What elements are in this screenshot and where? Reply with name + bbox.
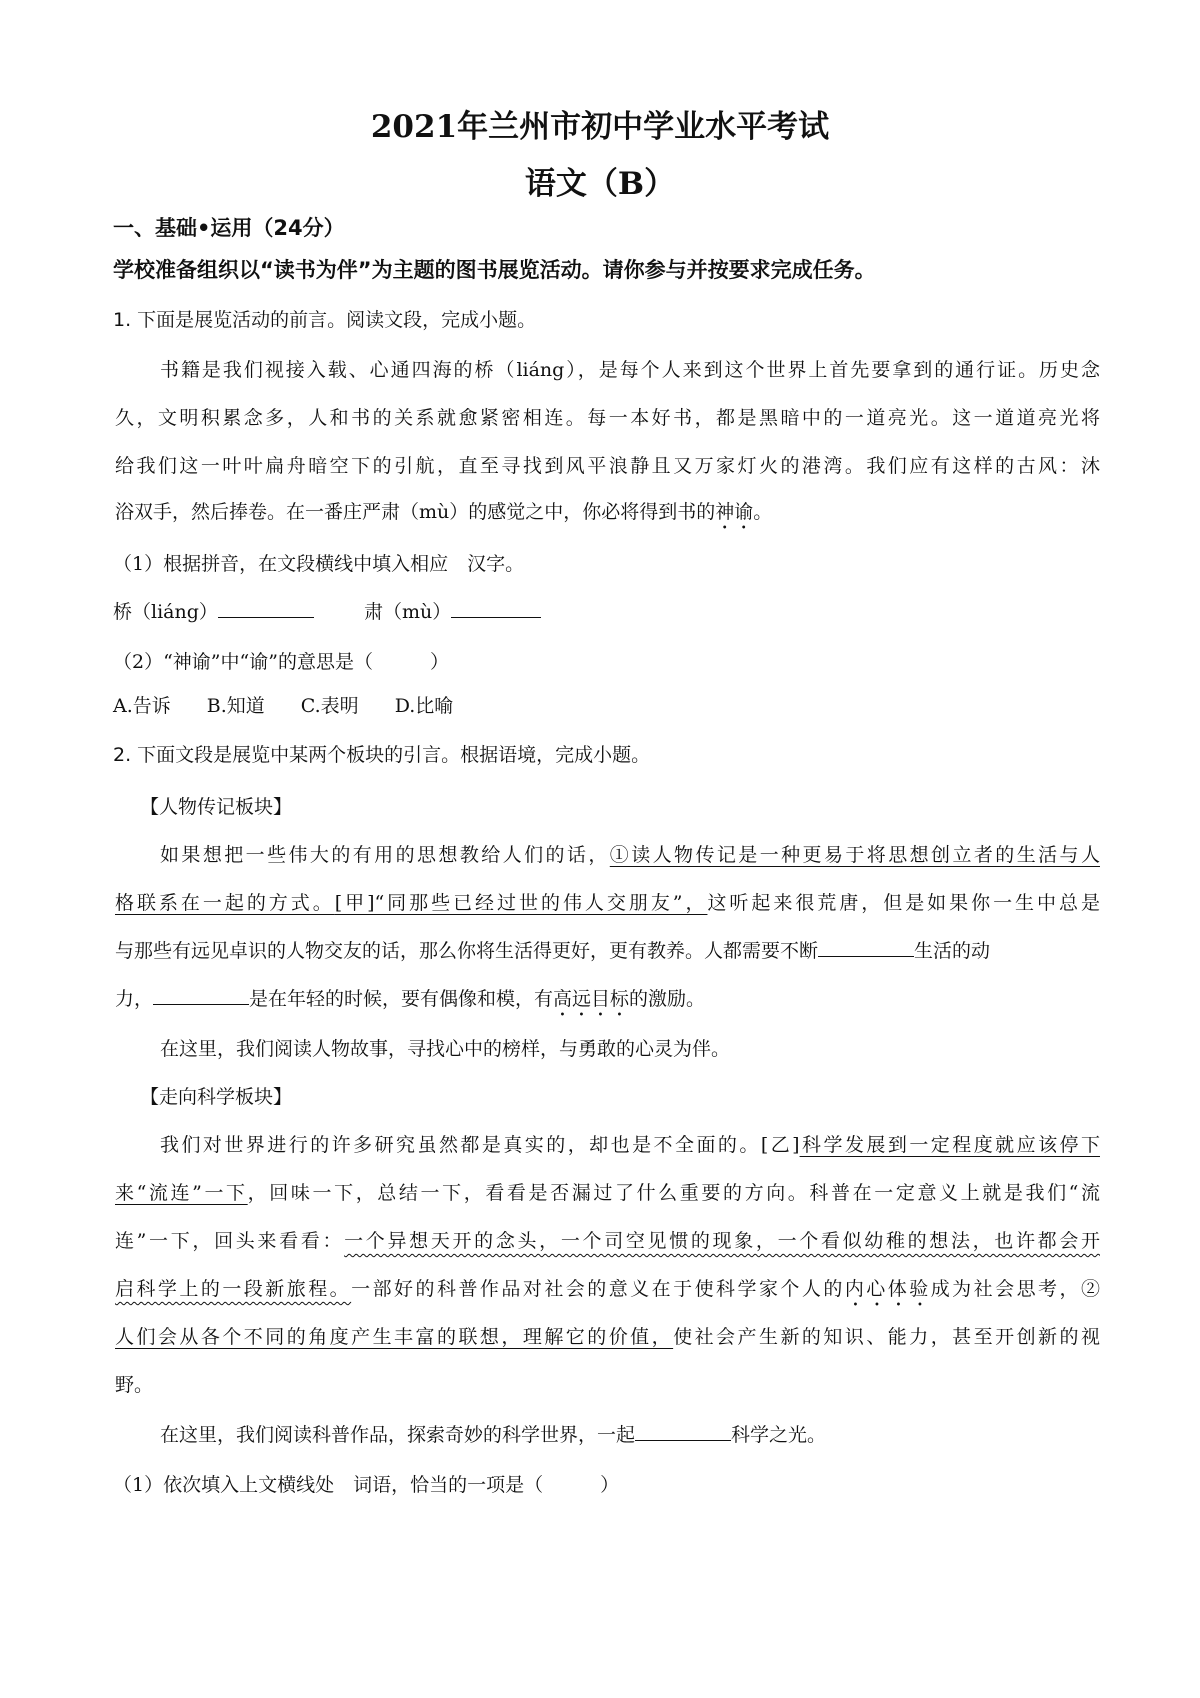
- q2-block1-line-4: [115, 984, 705, 1021]
- q2-block2-line-1: [160, 1130, 1100, 1157]
- q2-underline-yi-cont: 来“流连”一下: [115, 1182, 248, 1204]
- q2-block2-line-2-text: ，回味一下，总结一下，看看是否漏过了什么重要的方向。科普在一定意义上就是我们“流: [247, 1182, 1100, 1204]
- q1-passage-line-4-text: 浴双手，然后捧卷。在一番庄严肃（mù）的感觉之中，你必将得到书的: [115, 501, 716, 523]
- q1-fill-blanks: [113, 597, 541, 624]
- q1-stem: 1. 下面是展览活动的前言。阅读文段，完成小题。: [113, 309, 537, 331]
- q2-block2-line-3-text: 连”一下，回头来看看：: [115, 1230, 345, 1252]
- q2-wavy-underline: 一个异想天开的念头，一个司空见惯的现象，一个看似幼稚的想法，也许都会开: [344, 1230, 1100, 1252]
- section-heading: 一、基础•运用（24分）: [113, 216, 345, 240]
- q1-option-a[interactable]: A.告诉: [113, 695, 171, 717]
- q2-wavy-underline-cont: 启科学上的一段新旅程。: [115, 1278, 352, 1300]
- q2-block2-label: 【走向科学板块】: [140, 1086, 293, 1108]
- q2-block1-closing: 在这里，我们阅读人物故事，寻找心中的榜样，与勇敢的心灵为伴。: [160, 1038, 731, 1060]
- q2-underline-jia: [甲]“同那些已经过世的伟人交朋友”，: [334, 892, 708, 914]
- q2-block1-line-4-end: 的激励。: [629, 988, 706, 1010]
- q2-sub1: （1）依次填入上文横线处 词语，恰当的一项是（ ）: [113, 1474, 620, 1496]
- q1-option-b[interactable]: B.知道: [206, 695, 265, 717]
- q2-block1-line-1: [160, 840, 1100, 867]
- q1-emphasis-shenyu: 神谕: [715, 501, 754, 523]
- q2-block2-line-6: 野。: [115, 1374, 154, 1396]
- q1-passage-line-3: 给我们这一叶叶扁舟暗空下的引航，直至寻找到风平浪静且又万家灯火的港湾。我们应有这样的古风：沐: [115, 455, 1100, 477]
- q2-block1-line-3: [115, 936, 990, 963]
- q2-stem: 2. 下面文段是展览中某两个板块的引言。根据语境，完成小题。: [113, 744, 651, 766]
- q2-block2-closing-text: 在这里，我们阅读科普作品，探索奇妙的科学世界，一起: [160, 1424, 636, 1446]
- q1-passage-line-1: 书籍是我们视接入载、心通四海的桥（liáng），是每个人来到这个世界上首先要拿到的通行证。历史念: [160, 359, 1100, 381]
- section-intro: 学校准备组织以“读书为伴”为主题的图书展览活动。请你参与并按要求完成任务。: [113, 258, 876, 282]
- q2-underline-2: 人们会从各个不同的角度产生丰富的联想，理解它的价值，: [115, 1326, 674, 1348]
- q2-block1-line-4-text: 是在年轻的时候，要有偶像和模，有: [249, 988, 554, 1010]
- q2-block2-line-4-text: 一部好的科普作品对社会的意义在于使科学家个人的: [351, 1278, 845, 1300]
- q2-block2-line-5-text: 使社会产生新的知识、能力，甚至开创新的视: [673, 1326, 1100, 1348]
- q2-block2-line-2: [115, 1178, 1100, 1205]
- q2-block2-line-3: [115, 1226, 1100, 1253]
- q2-block1-line-3-end: 生活的动: [914, 940, 991, 962]
- q2-block1-line-4-start: 力，: [115, 988, 154, 1010]
- q2-block2-line-5: [115, 1322, 1100, 1349]
- q2-blank-1[interactable]: [818, 955, 914, 957]
- q1-blank-a-line[interactable]: [218, 616, 314, 618]
- q2-block1-line-2: [115, 888, 1100, 915]
- q2-blank-2[interactable]: [153, 1003, 249, 1005]
- q2-emphasis-gaoyuan: 高远目标: [553, 988, 630, 1010]
- q1-sub1: （1）根据拼音，在文段横线中填入相应 汉字。: [113, 553, 525, 575]
- q2-block2-closing-end: 科学之光。: [731, 1424, 827, 1446]
- q1-passage-line-4-end: 。: [753, 501, 773, 523]
- q1-passage-line-2: 久，文明积累念多，人和书的关系就愈紧密相连。每一本好书，都是黑暗中的一道亮光。这一道道亮光将: [115, 407, 1100, 429]
- page-subtitle: 语文（B）: [524, 166, 676, 202]
- q1-passage-line-4: [115, 497, 772, 534]
- q1-options: [113, 691, 453, 718]
- q1-option-d[interactable]: D.比喻: [394, 695, 454, 717]
- q2-block2-line-4: [115, 1274, 1100, 1311]
- q2-block1-line-3-text: 与那些有远见卓识的人物交友的话，那么你将生活得更好，更有教养。人都需要不断: [115, 940, 819, 962]
- q1-option-c[interactable]: C.表明: [300, 695, 359, 717]
- q2-underline-yi: 科学发展到一定程度就应该停下: [799, 1134, 1100, 1156]
- q2-block1-line-1-text: 如果想把一些伟大的有用的思想教给人们的话，: [160, 844, 610, 866]
- q1-sub2: （2）“神谕”中“谕”的意思是（ ）: [113, 651, 449, 673]
- q2-block1-line-2-text: 这听起来很荒唐，但是如果你一生中总是: [707, 892, 1100, 914]
- q1-blank-a-label: 桥（liáng）: [113, 601, 218, 623]
- q2-underline-1: ①读人物传记是一种更易于将思想创立者的生活与人: [609, 844, 1100, 866]
- q2-blank-3[interactable]: [635, 1439, 731, 1441]
- q2-emphasis-neixin: 内心体验: [844, 1278, 931, 1300]
- page-title: 2021年兰州市初中学业水平考试: [370, 109, 830, 145]
- q1-blank-b-label: 肃（mù）: [363, 601, 452, 623]
- q2-block2-line-1-text: 我们对世界进行的许多研究虽然都是真实的，却也是不全面的。[乙]: [160, 1134, 800, 1156]
- q2-block2-line-4-end: 成为社会思考，②: [930, 1278, 1100, 1300]
- q2-block2-closing: [160, 1420, 826, 1447]
- q2-underline-1-cont: 格联系在一起的方式。: [115, 892, 335, 914]
- q2-block1-label: 【人物传记板块】: [140, 796, 293, 818]
- q1-blank-b-line[interactable]: [451, 616, 541, 618]
